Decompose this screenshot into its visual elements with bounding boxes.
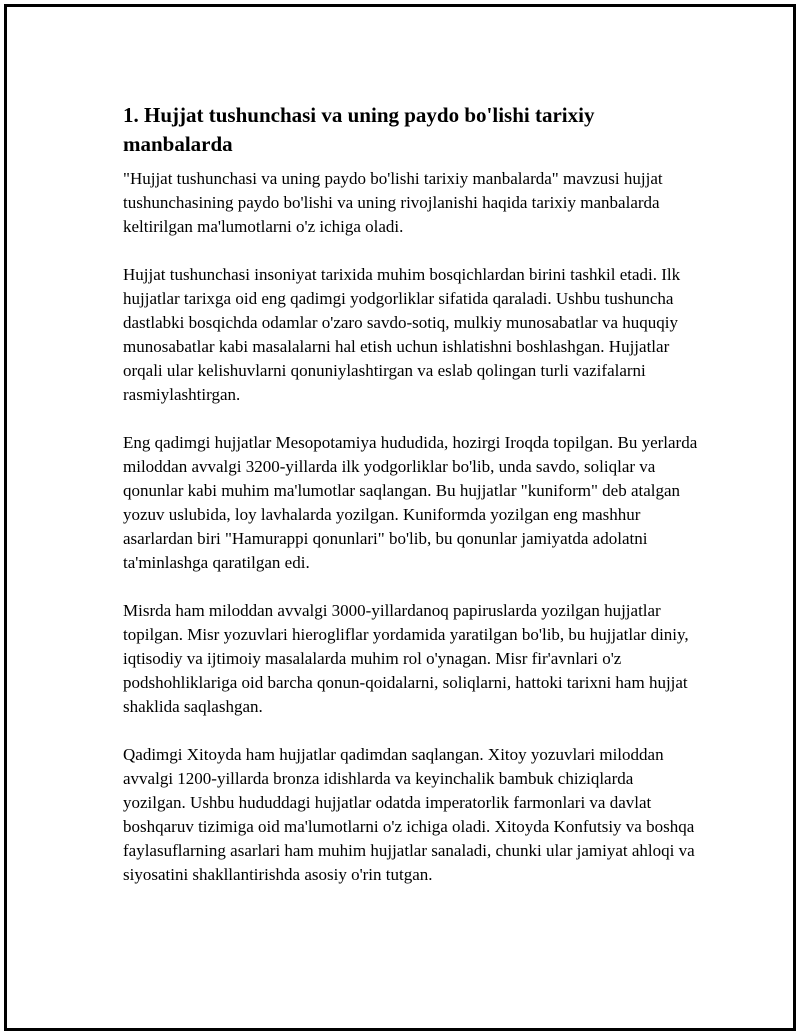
paragraph-concept: Hujjat tushunchasi insoniyat tarixida muhim bosqichlardan birini tashkil etadi. Ilk hujjatlar tarixga oid eng qadimgi yodgorliklar sifatida qaraladi. Ushbu tushuncha dastlabki bosqichda odamlar o'zaro savdo-sotiq, mulkiy munosabatlar va huquqiy munosabatlar kabi masalalarni hal etish uchun ishlatishni boshlashgan. Hujjatlar orqali ular kelishuvlarni qonuniylashtirgan va eslab qolingan turli vazifalarni rasmiylashtirgan.: [123, 265, 681, 404]
paragraph-mesopotamia: Eng qadimgi hujjatlar Mesopotamiya hududida, hozirgi Iroqda topilgan. Bu yerlarda miloddan avvalgi 3200-yillarda ilk yodgorliklar bo'lib, unda savdo, soliqlar va qonunlar kabi muhim ma'lumotlar saqlangan. Bu hujjatlar "kuniform" deb atalgan yozuv uslubida, loy lavhalarda yozilgan. Kuniformda yozilgan eng mashhur asarlardan biri "Hamurappi qonunlari" bo'lib, bu qonunlar jamiyatda adolatni ta'minlashga qaratilgan edi.: [123, 433, 698, 572]
paragraph-intro: "Hujjat tushunchasi va uning paydo bo'lishi tarixiy manbalarda" mavzusi hujjat tushunchasining paydo bo'lishi va uning rivojlanishi haqida tarixiy manbalarda keltirilgan ma'lumotlarni o'z ichiga oladi.: [123, 169, 663, 236]
paragraph-egypt: Misrda ham miloddan avvalgi 3000-yillardanoq papiruslarda yozilgan hujjatlar topilgan. Misr yozuvlari hierogliflar yordamida yaratilgan bo'lib, bu hujjatlar diniy, iqtisodiy va ijtimoiy masalalarda muhim rol o'ynagan. Misr fir'avnlari o'z podshohliklariga oid barcha qonun-qoidalarni, soliqlarni, hattoki tarixni ham hujjat shaklida saqlashgan.: [123, 601, 689, 716]
document-content: [123, 101, 698, 911]
paragraph-china: Qadimgi Xitoyda ham hujjatlar qadimdan saqlangan. Xitoy yozuvlari miloddan avvalgi 1200-yillarda bronza idishlarda va keyinchalik bambuk chiziqlarda yozilgan. Ushbu hududdagi hujjatlar odatda imperatorlik farmonlari va davlat boshqaruv tizimiga oid ma'lumotlarni o'z ichiga oladi. Xitoyda Konfutsiy va boshqa faylasuflarning asarlari ham muhim hujjatlar sanaladi, chunki ular jamiyat ahloqi va siyosatini shakllantirishda asosiy o'rin tutgan.: [123, 745, 695, 884]
section-heading: 1. Hujjat tushunchasi va uning paydo bo'lishi tarixiy manbalarda: [123, 103, 595, 156]
page-frame: [4, 4, 796, 1031]
